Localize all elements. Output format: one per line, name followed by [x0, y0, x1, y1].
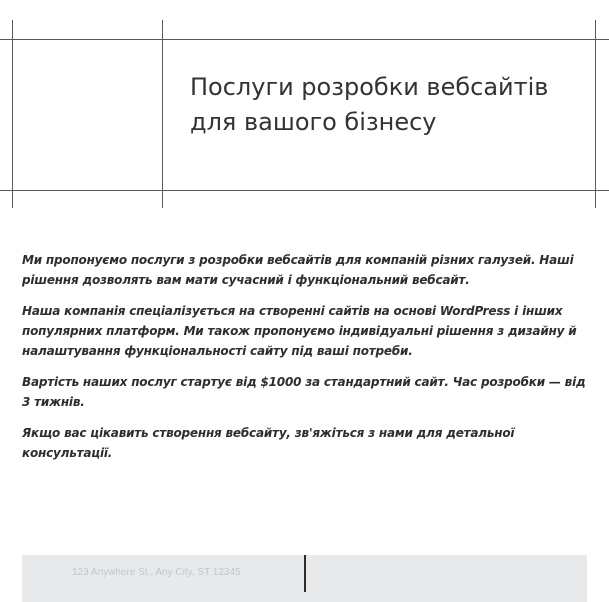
footer-address: 123 Anywhere St., Any City, ST 12345: [72, 567, 241, 578]
paragraph-intro: Ми пропонуємо послуги з розробки вебсайтів для компаній різних галузей. Наші рішення дозволять вам мати сучасний і функціональний вебсайт.: [22, 253, 574, 287]
body-text: [22, 250, 590, 474]
header-top-rule: [0, 39, 609, 40]
header-middle-rule: [162, 20, 163, 208]
page-title-line-1: Послуги розробки вебсайтів: [190, 73, 549, 101]
paragraph-contact: Якщо вас цікавить створення вебсайту, зв'яжіться з нами для детальної консультації.: [22, 426, 515, 460]
page-title: [190, 70, 590, 140]
footer-divider: [304, 555, 306, 592]
header-left-rule: [12, 20, 13, 208]
page-title-line-2: для вашого бізнесу: [190, 108, 437, 136]
header-bottom-rule: [0, 190, 609, 191]
header-right-rule: [595, 20, 596, 208]
paragraph-pricing: Вартість наших послуг стартує від $1000 за стандартний сайт. Час розробки — від 3 тижнів.: [22, 375, 586, 409]
paragraph-specialization: Наша компанія спеціалізується на створенні сайтів на основі WordPress і інших популярних платформ. Ми також пропонуємо індивідуальні рішення з дизайну й налаштування функціональності сайту під ваші потреби.: [22, 304, 577, 358]
footer-bar: [22, 555, 587, 602]
